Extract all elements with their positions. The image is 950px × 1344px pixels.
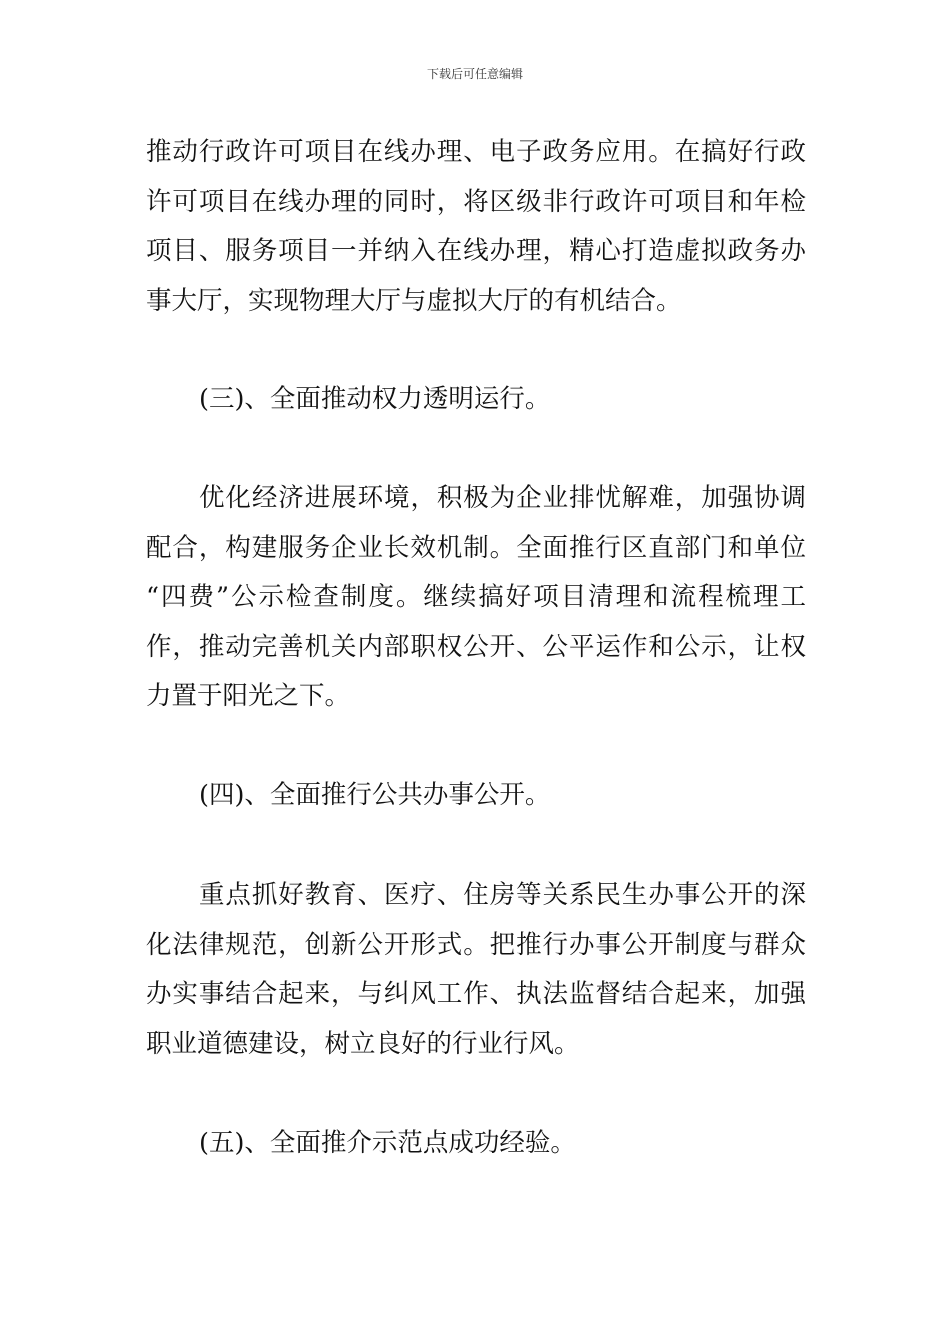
paragraph-line: 重点抓好教育、医疗、住房等关系民生办事公开的深: [199, 880, 806, 910]
paragraph-line: 事大厅，实现物理大厅与虚拟大厅的有机结合。: [146, 285, 682, 316]
header-note: 下载后可任意编辑: [426, 67, 523, 81]
section-heading: (三)、全面推动权力透明运行。: [199, 384, 551, 414]
paragraph-line: 优化经济进展环境，积极为企业排忧解难，加强协调: [199, 483, 806, 513]
paragraph-line: 办实事结合起来，与纠风工作、执法监督结合起来，加强: [146, 979, 806, 1009]
section-heading: (五)、全面推介示范点成功经验。: [199, 1128, 576, 1158]
paragraph-line: 推动行政许可项目在线办理、电子政务应用。在搞好行政: [146, 137, 806, 167]
section-heading-4: [146, 771, 806, 821]
paragraph-line: 配合，构建服务企业长效机制。全面推行区直部门和单位: [146, 532, 806, 563]
paragraph-line: 许可项目在线办理的同时，将区级非行政许可项目和年检: [146, 186, 806, 217]
section-heading-3: [146, 375, 806, 425]
section-heading-5: [146, 1119, 806, 1169]
paragraph-line: 力置于阳光之下。: [146, 681, 351, 711]
section-heading: (四)、全面推行公共办事公开。: [199, 780, 551, 810]
paragraph-power-transparency: [146, 474, 806, 722]
paragraph-line: 项目、服务项目一并纳入在线办理，精心打造虚拟政务办: [146, 236, 806, 266]
paragraph-line: “四费”公示检查制度。继续搞好项目清理和流程梳理工: [146, 582, 806, 612]
paragraph-public-affairs: [146, 871, 806, 1069]
paragraph-line: 作，推动完善机关内部职权公开、公平运作和公示，让权: [146, 631, 806, 662]
paragraph-line: 化法律规范，创新公开形式。把推行办事公开制度与群众: [146, 929, 806, 960]
paragraph-line: 职业道德建设，树立良好的行业行风。: [146, 1028, 580, 1059]
paragraph-online-services: [146, 128, 806, 326]
